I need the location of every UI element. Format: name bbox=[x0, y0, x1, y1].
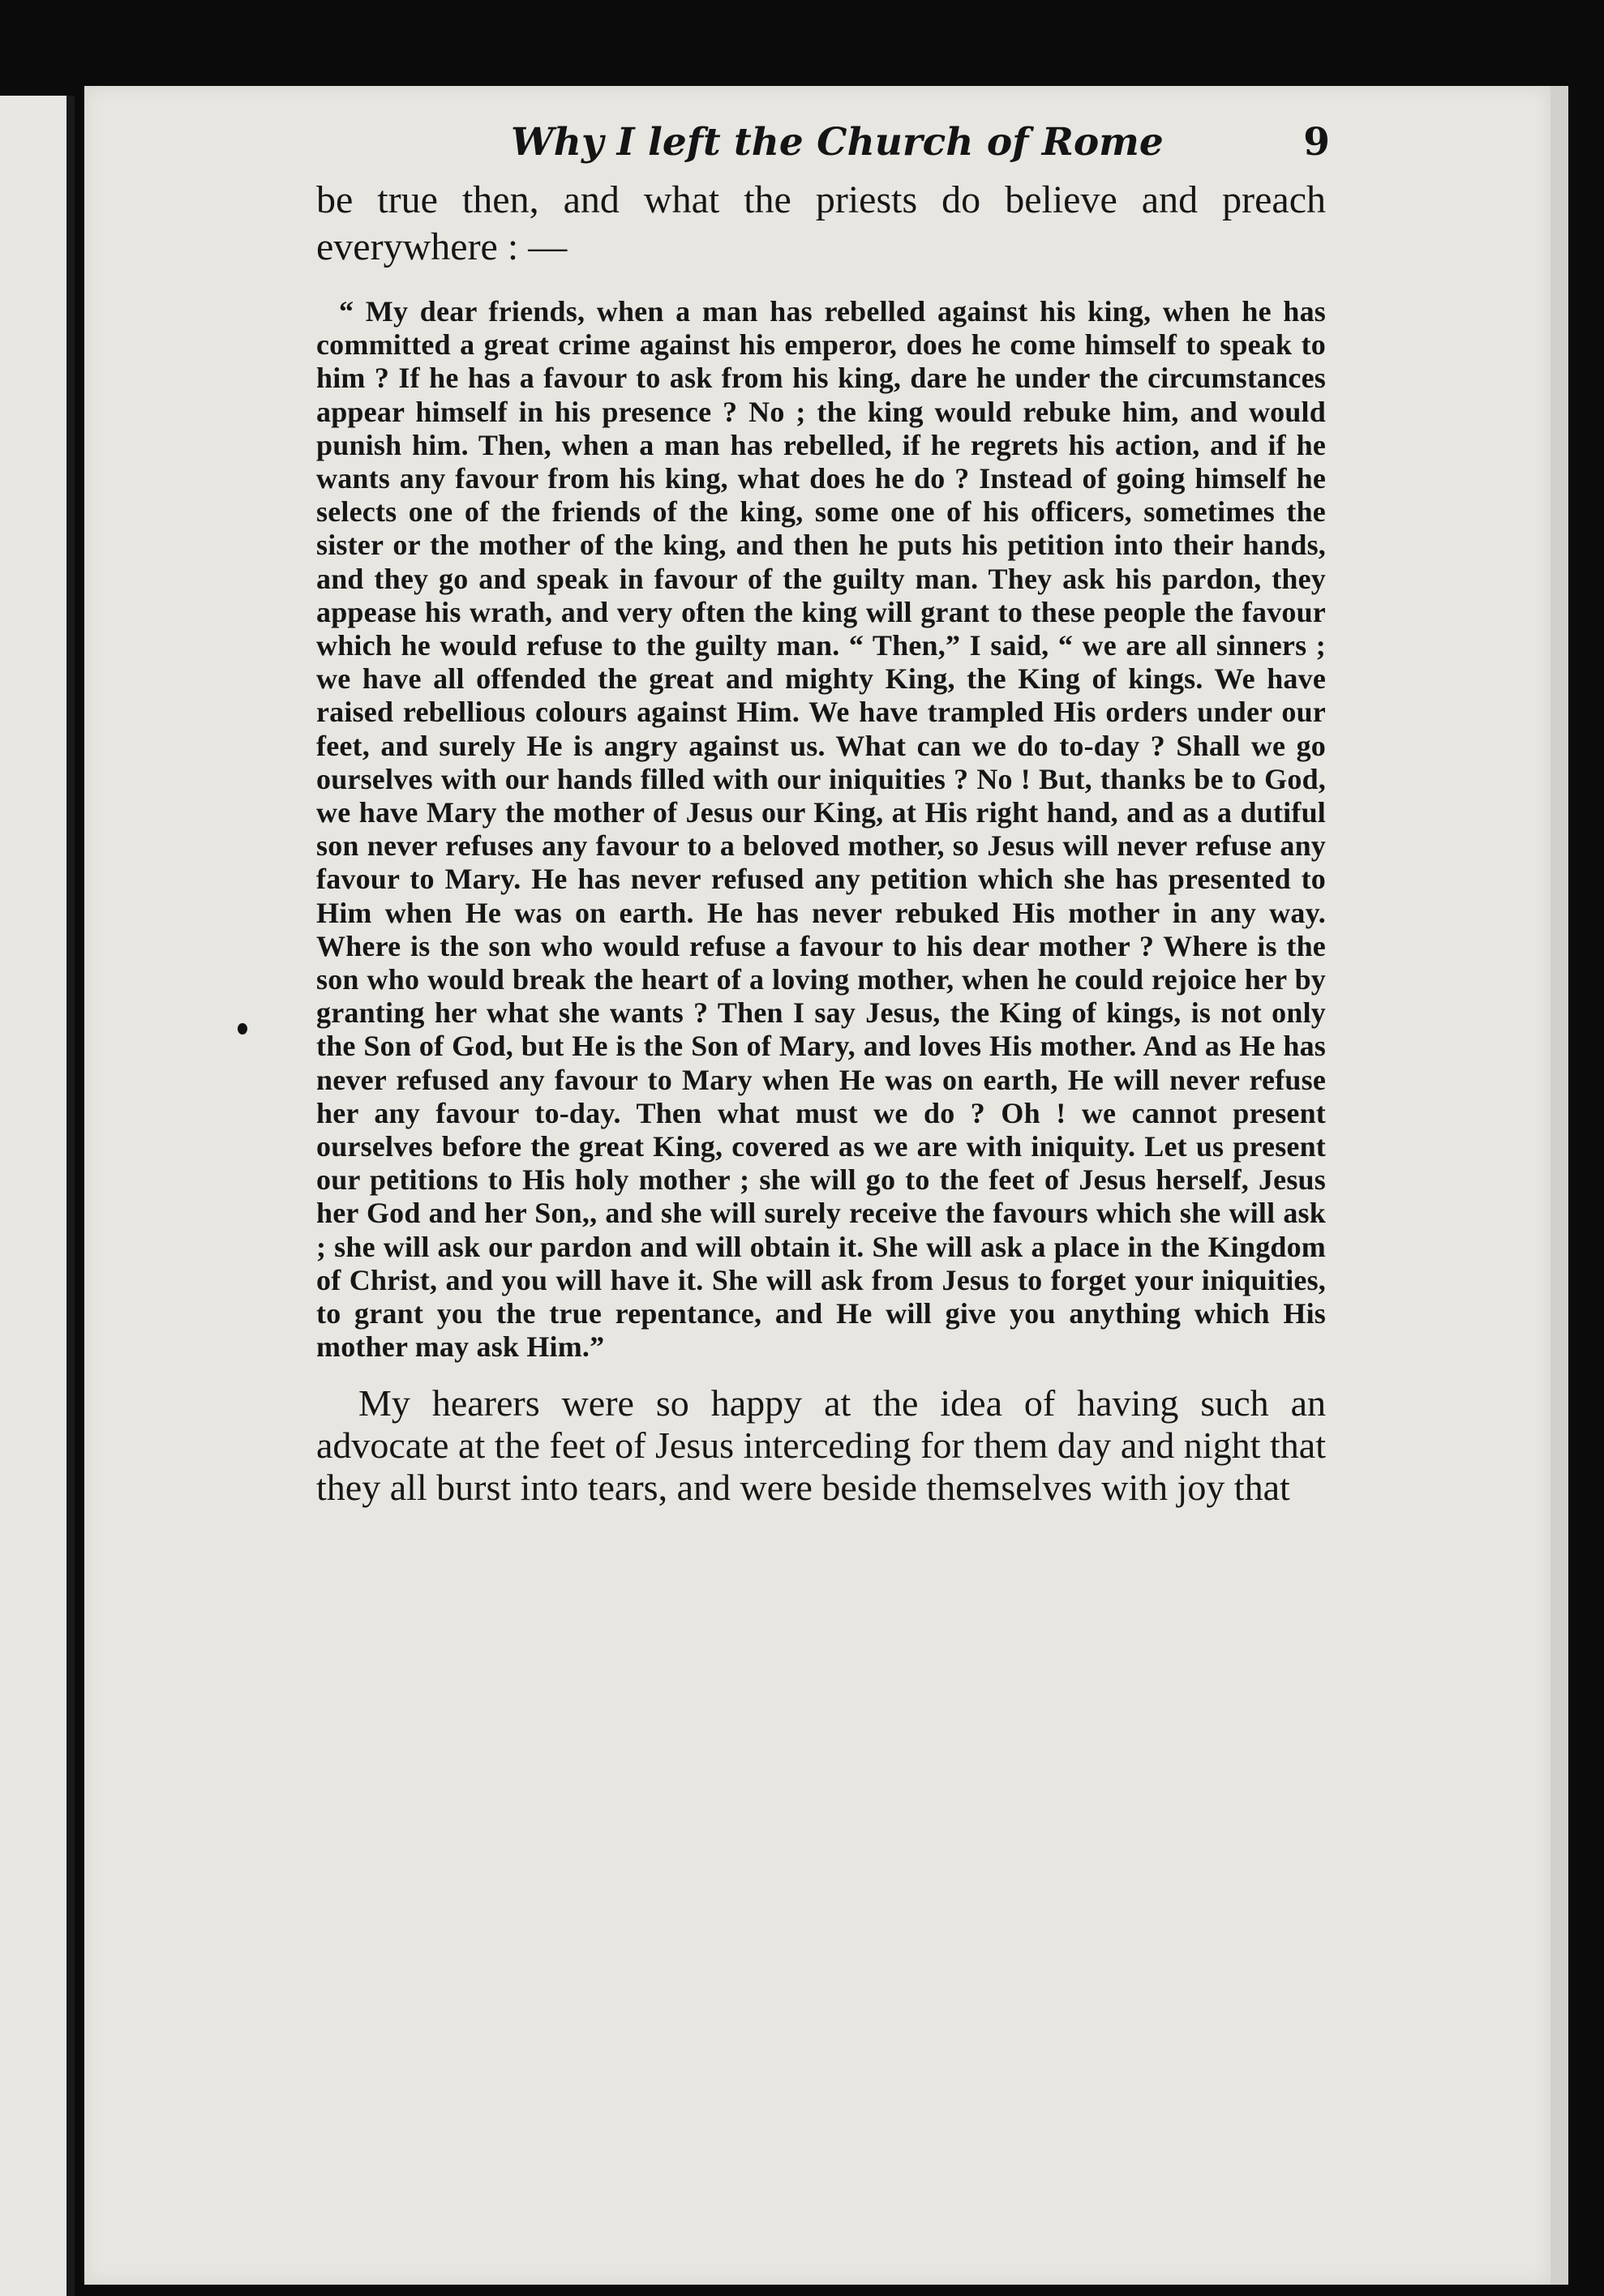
lead-paragraph: be true then, and what the priests do believe and preach everywhere : — bbox=[316, 178, 1326, 268]
previous-page-edge bbox=[0, 96, 75, 2296]
running-title: Why I left the Church of Rome bbox=[511, 120, 1164, 165]
page-header bbox=[422, 120, 1330, 185]
closing-paragraph: My hearers were so happy at the idea of having such an advocate at the feet of Jesus interceding for them day and night that they all burst into tears, and were beside themselves with joy that bbox=[316, 1381, 1326, 1508]
page-number: 9 bbox=[1303, 120, 1330, 165]
page-right-edge bbox=[1550, 86, 1568, 2285]
sermon-quote: “ My dear friends, when a man has rebelled against his king, when he has committed a great crime against his emperor, does he come himself to speak to him ? If he has a favour to ask from his king, dare he under the circumstances appear himself in his presence ? No ; the king would rebuke him, and would punish him. Then, when a man has rebelled, if he regrets his action, and if he wants any favour from his king, what does he do ? Instead of going himself he selects one of the friends of the king, some one of his officers, sometimes the sister or the mother of the king, and then he puts his petition into their hands, and they go and speak in favour of the guilty man. They ask his pardon, they appease his wrath, and very often the king will grant to these people the favour which he would refuse to the guilty man. “ Then,” I said, “ we are all sinners ; we have all offended the great and mighty King, the King of kings. We have raised rebellious colours against Him. We have trampled His orders under our feet, and surely He is angry against us. What can we do to-day ? Shall we go ourselves with our hands filled with our iniquities ? No ! But, thanks be to God, we have Mary the mother of Jesus our King, at His right hand, and as a dutiful son never refuses any favour to a beloved mother, so Jesus will never refuse any favour to Mary. He has never refused any petition which she has presented to Him when He was on earth. He has never rebuked His mother in any way. Where is the son who would refuse a favour to his dear mother ? Where is the son who would break the heart of a loving mother, when he could rejoice her by granting her what she wants ? Then I say Jesus, the King of kings, is not only the Son of God, but He is the Son of Mary, and loves His mother. And as He has never refused any favour to Mary when He was on earth, He will never refuse her any favour to-day. Then what must we do ? Oh ! we cannot present ourselves before the great King, covered as we are with iniquity. Let us present our petitions to His holy mother ; she will go to the feet of Jesus herself, Jesus her God and her Son,, and she will surely receive the favours which she will ask ; she will ask our pardon and will obtain it. She will ask a place in the Kingdom of Christ, and you will have it. She will ask from Jesus to forget your iniquities, to grant you the true repentance, and He will give you anything which His mother may ask Him.” bbox=[316, 295, 1326, 1364]
ink-mark bbox=[238, 1023, 247, 1034]
page-body bbox=[316, 177, 1326, 1509]
